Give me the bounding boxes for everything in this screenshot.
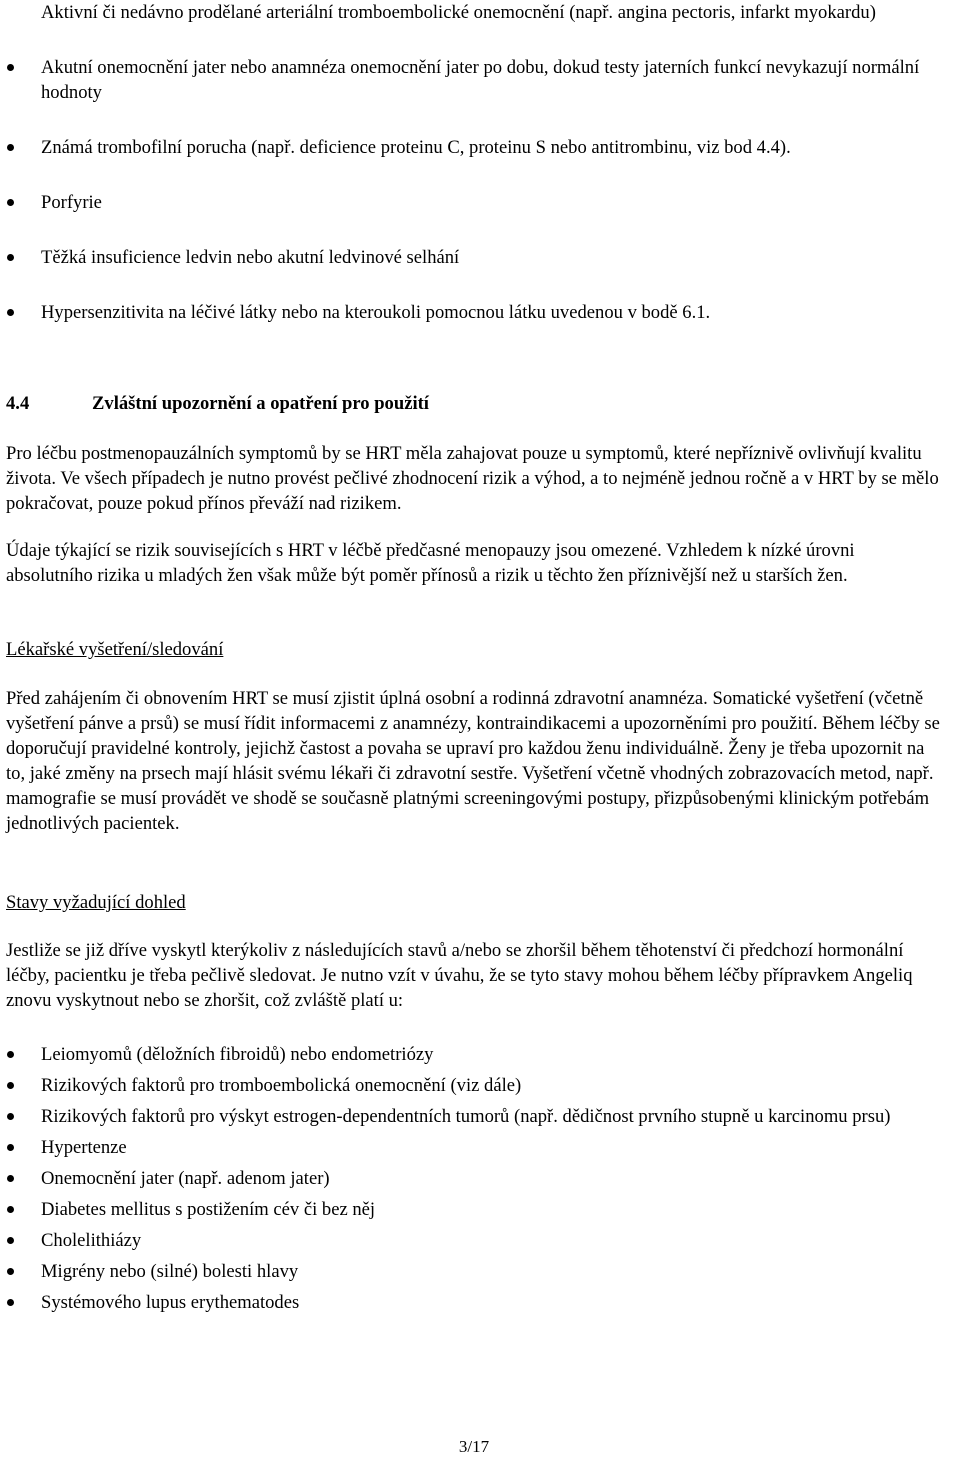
list-item: Leiomyomů (děložních fibroidů) nebo endometriózy <box>6 1042 942 1067</box>
list-item: Diabetes mellitus s postižením cév či bez něj <box>6 1197 942 1222</box>
list-item: Hypersenzitivita na léčivé látky nebo na kteroukoli pomocnou látku uvedenou v bodě 6.1. <box>6 300 942 325</box>
exam-subheading: Lékařské vyšetření/sledování <box>6 639 224 660</box>
supervision-subheading: Stavy vyžadující dohled <box>6 892 186 913</box>
conditions-list <box>6 1042 942 1321</box>
list-item: Porfyrie <box>6 190 942 215</box>
contraindications-list <box>6 0 942 355</box>
list-item: Rizikových faktorů pro výskyt estrogen-dependentních tumorů (např. dědičnost prvního stupně u karcinomu prsu) <box>6 1104 942 1129</box>
intro-paragraph: Pro léčbu postmenopauzálních symptomů by se HRT měla zahajovat pouze u symptomů, které nepříznivě ovlivňují kvalitu života. Ve všech případech je nutno provést pečlivé zhodnocení rizik a výhod, a to nejméně jednou ročně a v HRT by se mělo pokračovat, pouze pokud přínos převáží nad rizikem. <box>6 443 939 514</box>
list-item: Rizikových faktorů pro tromboembolická onemocnění (viz dále) <box>6 1073 942 1098</box>
section-title: Zvláštní upozornění a opatření pro použití <box>92 393 429 414</box>
list-item: Cholelithiázy <box>6 1228 942 1253</box>
list-item: Hypertenze <box>6 1135 942 1160</box>
list-item: Známá trombofilní porucha (např. deficience proteinu C, proteinu S nebo antitrombinu, viz bod 4.4). <box>6 135 942 160</box>
page-number: 3/17 <box>458 1437 490 1456</box>
section-heading <box>6 391 942 416</box>
early-menopause-paragraph: Údaje týkající se rizik souvisejících s HRT v léčbě předčasné menopauzy jsou omezené. Vzhledem k nízké úrovni absolutního rizika u mladých žen však může být poměr přínosů a rizik u těchto žen příznivější než u starších žen. <box>6 540 855 586</box>
list-item: Aktivní či nedávno prodělané arteriální tromboembolické onemocnění (např. angina pectoris, infarkt myokardu) <box>41 2 876 23</box>
supervision-paragraph: Jestliže se již dříve vyskytl kterýkoliv z následujících stavů a/nebo se zhoršil během těhotenství či předchozí hormonální léčby, pacientku je třeba pečlivě sledovat. Je nutno vzít v úvahu, že se tyto stavy mohou během léčby přípravkem Angeliq znovu vyskytnout nebo se zhoršit, což zvláště platí u: <box>6 940 913 1011</box>
exam-paragraph: Před zahájením či obnovením HRT se musí zjistit úplná osobní a rodinná zdravotní anamnéza. Somatické vyšetření (včetně vyšetření pánve a prsů) se musí řídit informacemi z anamnézy, kontraindikacemi a upozorněními pro použití. Během léčby se doporučují pravidelné kontroly, jejichž častost a povaha se upraví pro každou ženu individuálně. Ženy je třeba upozornit na to, jaké změny na prsech mají hlásit svému lékaři či zdravotní sestře. Vyšetření včetně vhodných zobrazovacích metod, např. mamografie se musí provádět ve shodě se současně platnými screeningovými postupy, přizpůsobenými klinickým potřebám jednotlivých pacientek. <box>6 688 940 834</box>
list-item: Onemocnění jater (např. adenom jater) <box>6 1166 942 1191</box>
list-item: Systémového lupus erythematodes <box>6 1290 942 1315</box>
document-page <box>6 0 942 1457</box>
list-item: Migrény nebo (silné) bolesti hlavy <box>6 1259 942 1284</box>
list-item: Akutní onemocnění jater nebo anamnéza onemocnění jater po dobu, dokud testy jaterních funkcí nevykazují normální hodnoty <box>6 55 942 105</box>
section-number: 4.4 <box>6 393 30 414</box>
list-item: Těžká insuficience ledvin nebo akutní ledvinové selhání <box>6 245 942 270</box>
